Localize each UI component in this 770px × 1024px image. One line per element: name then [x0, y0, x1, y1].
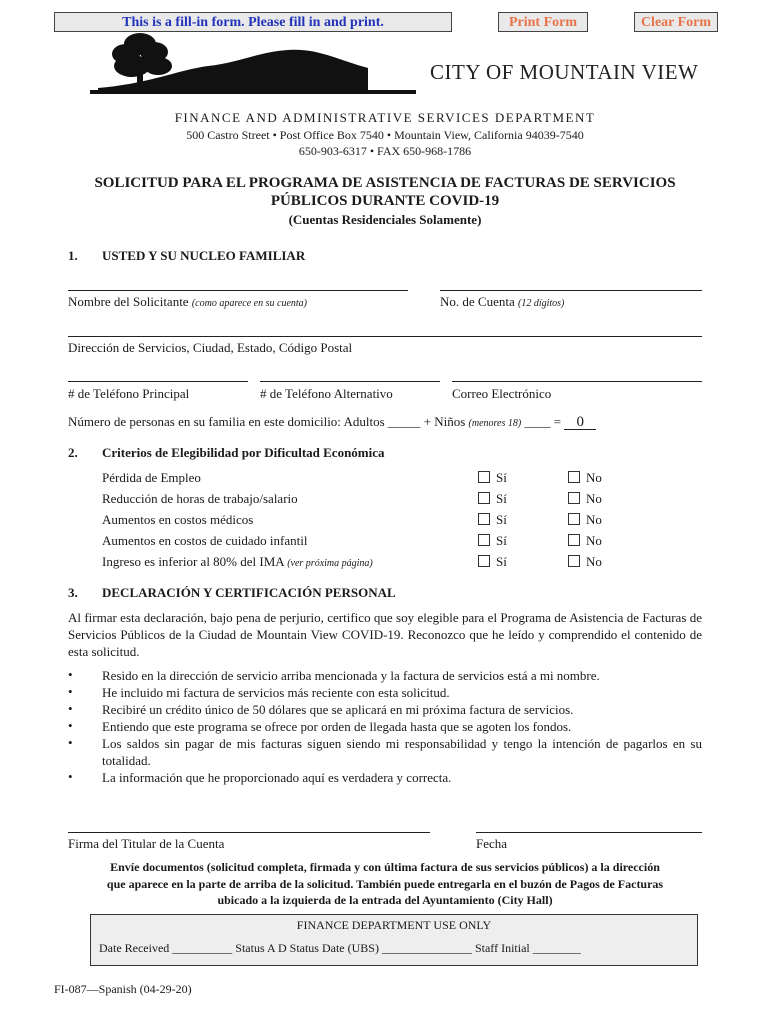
email-field[interactable] [452, 381, 702, 382]
declaration-bullet: Entiendo que este programa se ofrece por orden de llegada hasta que se agoten los fondos. [102, 719, 572, 734]
criteria-yes-checkbox[interactable] [478, 554, 507, 570]
instructions-line2: que aparece en la parte de arriba de la solicitud. También puede entregarla en el buzón de Pagos de Facturas [106, 877, 664, 891]
main-phone-field[interactable] [68, 381, 248, 382]
checkbox-label: No [586, 533, 602, 548]
checkbox-icon[interactable] [478, 513, 490, 525]
criteria-no-checkbox[interactable] [568, 512, 602, 528]
checkbox-label: Sí [496, 470, 507, 485]
print-form-button[interactable]: Print Form [498, 12, 588, 32]
fill-in-notice: This is a fill-in form. Please fill in and print. [54, 12, 452, 32]
bullet-icon: • [68, 684, 73, 699]
date-field[interactable] [476, 832, 702, 833]
applicant-name-field[interactable] [68, 290, 408, 291]
applicant-label-text: Nombre del Solicitante [68, 294, 189, 309]
signature-field[interactable] [68, 832, 430, 833]
service-address-field[interactable] [68, 336, 702, 337]
household-count-row[interactable] [68, 414, 596, 430]
section2-number: 2. [68, 445, 78, 460]
section1-number: 1. [68, 248, 78, 263]
declaration-bullet: Resido en la dirección de servicio arriba mencionada y la factura de servicios está a mi nombre. [102, 668, 600, 683]
account-note: (12 dígitos) [517, 298, 565, 309]
section3-number: 3. [68, 585, 78, 600]
checkbox-icon[interactable] [478, 471, 490, 483]
criteria-label: Reducción de horas de trabajo/salario [102, 491, 298, 506]
main-phone-label: # de Teléfono Principal [68, 386, 190, 401]
criteria-yes-checkbox[interactable] [478, 491, 507, 507]
household-tail: ____ = [524, 414, 565, 429]
checkbox-icon[interactable] [568, 534, 580, 546]
criteria-yes-checkbox[interactable] [478, 470, 507, 486]
checkbox-icon[interactable] [568, 513, 580, 525]
checkbox-icon[interactable] [568, 492, 580, 504]
declaration-bullet: Recibiré un crédito único de 50 dólares que se aplicará en mi próxima factura de servicios. [102, 702, 574, 717]
criteria-label: Ingreso es inferior al 80% del IMA [102, 554, 284, 569]
checkbox-icon[interactable] [568, 471, 580, 483]
date-label: Fecha [476, 836, 508, 851]
criteria-no-checkbox[interactable] [568, 491, 602, 507]
declaration-intro: Al firmar esta declaración, bajo pena de perjurio, certifico que soy elegible para el Programa de Asistencia de Facturas de Servicios Públicos de la Ciudad de Mountain View COVID-19. Reconozco que he leído y comprendido el contenido de esta solicitud. [68, 610, 702, 659]
checkbox-label: Sí [496, 491, 507, 506]
bullet-icon: • [68, 701, 73, 716]
criteria-row [102, 470, 201, 486]
criteria-row [102, 491, 298, 507]
checkbox-label: No [586, 470, 602, 485]
department-address: 500 Castro Street • Post Office Box 7540 • Mountain View, California 94039-7540 [186, 128, 584, 142]
checkbox-icon[interactable] [478, 534, 490, 546]
section2-heading: Criterios de Elegibilidad por Dificultad Económica [102, 445, 385, 460]
bullet-icon: • [68, 667, 73, 682]
office-use-box [90, 914, 698, 966]
criteria-yes-checkbox[interactable] [478, 512, 507, 528]
department-phone: 650-903-6317 • FAX 650-968-1786 [298, 144, 472, 158]
minors-note: (menores 18) [468, 418, 522, 429]
bullet-icon: • [68, 718, 73, 733]
criteria-label: Pérdida de Empleo [102, 470, 201, 485]
email-label: Correo Electrónico [452, 386, 552, 401]
criteria-label: Aumentos en costos médicos [102, 512, 254, 527]
criteria-note: (ver próxima página) [287, 558, 373, 569]
criteria-no-checkbox[interactable] [568, 554, 602, 570]
section3-heading: DECLARACIÓN Y CERTIFICACIÓN PERSONAL [102, 585, 396, 600]
alt-phone-field[interactable] [260, 381, 440, 382]
form-subtitle: (Cuentas Residenciales Solamente) [288, 212, 482, 227]
applicant-name-label [68, 294, 307, 310]
city-name: CITY OF MOUNTAIN VIEW [430, 60, 699, 84]
criteria-yes-checkbox[interactable] [478, 533, 507, 549]
office-use-row: Date Received __________ Status A D Status Date (UBS) _______________ Staff Initial ________ [99, 941, 581, 955]
criteria-no-checkbox[interactable] [568, 470, 602, 486]
checkbox-icon[interactable] [568, 555, 580, 567]
department-name: FINANCE AND ADMINISTRATIVE SERVICES DEPARTMENT [174, 110, 596, 125]
form-code: FI-087—Spanish (04-29-20) [54, 982, 192, 996]
account-label-text: No. de Cuenta [440, 294, 515, 309]
household-text: Número de personas en su familia en este domicilio: Adultos _____ + Niños [68, 414, 466, 429]
checkbox-label: Sí [496, 533, 507, 548]
checkbox-icon[interactable] [478, 555, 490, 567]
checkbox-label: Sí [496, 554, 507, 569]
checkbox-label: No [586, 491, 602, 506]
checkbox-label: No [586, 512, 602, 527]
criteria-no-checkbox[interactable] [568, 533, 602, 549]
instructions-line3: ubicado a la izquierda de la entrada del Ayuntamiento (City Hall) [217, 893, 553, 907]
criteria-row [102, 554, 373, 570]
checkbox-label: No [586, 554, 602, 569]
instructions-line1: Envíe documentos (solicitud completa, firmada y con última factura de sus servicios públicos) a la dirección [110, 860, 660, 874]
checkbox-label: Sí [496, 512, 507, 527]
bullet-icon: • [68, 735, 73, 750]
criteria-row [102, 533, 307, 549]
declaration-bullet: La información que he proporcionado aquí es verdadera y correcta. [102, 770, 452, 785]
office-use-title: FINANCE DEPARTMENT USE ONLY [296, 918, 492, 932]
alt-phone-label: # de Teléfono Alternativo [260, 386, 393, 401]
account-number-field[interactable] [440, 290, 702, 291]
applicant-note: (como aparece en su cuenta) [191, 298, 307, 309]
declaration-bullet: He incluido mi factura de servicios más reciente con esta solicitud. [102, 685, 450, 700]
section1-heading: USTED Y SU NUCLEO FAMILIAR [102, 248, 306, 263]
household-total-field[interactable]: 0 [564, 415, 596, 430]
checkbox-icon[interactable] [478, 492, 490, 504]
clear-form-button[interactable]: Clear Form [634, 12, 718, 32]
criteria-label: Aumentos en costos de cuidado infantil [102, 533, 308, 548]
form-title-line2: PÚBLICOS DURANTE COVID-19 [270, 193, 500, 209]
criteria-row [102, 512, 253, 528]
service-address-label: Dirección de Servicios, Ciudad, Estado, Código Postal [68, 340, 353, 355]
form-title-line1: SOLICITUD PARA EL PROGRAMA DE ASISTENCIA DE FACTURAS DE SERVICIOS [94, 175, 676, 191]
signature-label: Firma del Titular de la Cuenta [68, 836, 225, 851]
declaration-bullet: Los saldos sin pagar de mis facturas siguen siendo mi responsabilidad y tengo la intención de pagarlos en su totalidad. [102, 736, 702, 768]
account-number-label [440, 294, 564, 310]
bullet-icon: • [68, 769, 73, 784]
